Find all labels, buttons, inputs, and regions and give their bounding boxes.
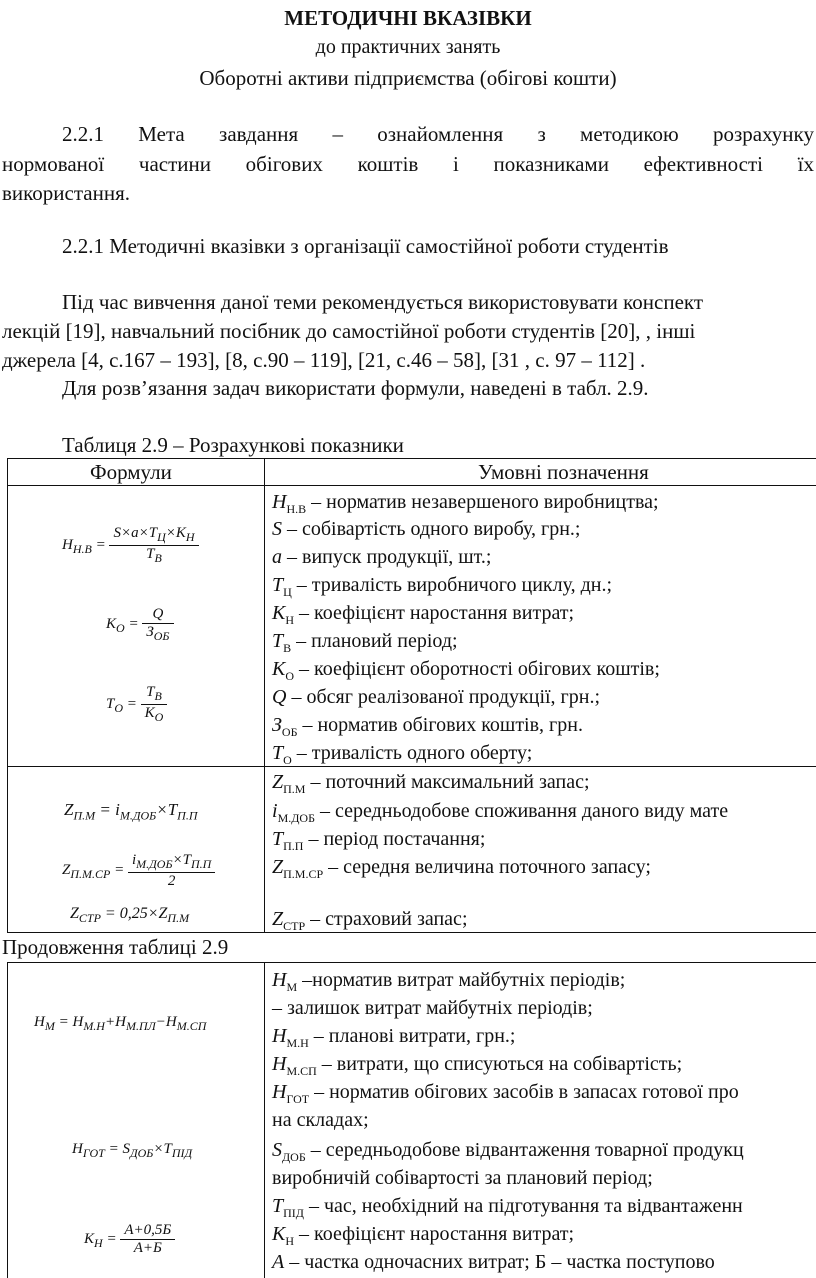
- definition-symbol-subscript: ПІД: [283, 1206, 304, 1220]
- table2-left-border: [7, 962, 8, 1278]
- definition-symbol: T: [272, 828, 284, 850]
- word: нормованої: [2, 152, 105, 176]
- definition-text: – випуск продукції, шт.;: [282, 546, 492, 568]
- definition-symbol: S: [272, 518, 282, 540]
- definition-symbol: T: [272, 1195, 284, 1217]
- definition-item: [272, 907, 468, 938]
- definition-item: [272, 827, 485, 858]
- definition-item: [272, 517, 580, 541]
- word: з: [537, 122, 546, 146]
- word: методикою: [580, 122, 679, 146]
- definition-symbol-subscript: П.М: [283, 782, 306, 796]
- formula-turnover-ratio: $K_О$ = $\frac{Q}{З_{ОБ}}$: [106, 606, 174, 644]
- document-topic: Оборотні активи підприємства (обігові кошти): [199, 66, 617, 90]
- table2-top-border: [7, 962, 816, 963]
- formula-average-stock: $Z_{П.М.СР}$ = $\frac{i_{М.ДОБ}\times T_{П.П}}{2}$: [62, 852, 215, 890]
- definition-text: – час, необхідний на підготування та відвантаженн: [303, 1195, 743, 1217]
- definition-symbol: K: [272, 1223, 286, 1245]
- word: частини: [138, 152, 212, 176]
- word: завдання: [219, 122, 299, 146]
- definition-symbol: Q: [272, 686, 287, 708]
- word: –: [332, 122, 343, 146]
- word: 2.2.1: [62, 122, 104, 146]
- definition-item: [272, 1080, 739, 1111]
- definition-text: – витрати, що списуються на собівартість;: [316, 1053, 683, 1075]
- definition-item: [272, 629, 458, 660]
- definition-text: – частка одночасних витрат; Б – частка поступово: [284, 1251, 715, 1273]
- definition-text: – коефіцієнт наростання витрат;: [294, 602, 575, 624]
- definition-symbol: H: [272, 1053, 287, 1075]
- definition-item: [272, 1250, 715, 1274]
- definition-symbol: H: [272, 491, 287, 513]
- definition-symbol: Z: [272, 771, 284, 793]
- column-header-symbols: Умовні позначення: [478, 460, 649, 484]
- definition-symbol-subscript: ДОБ: [282, 1150, 306, 1164]
- definition-text: – середня величина поточного запасу;: [323, 856, 651, 878]
- definition-text: – залишок витрат майбутніх періодів;: [272, 997, 593, 1019]
- definition-symbol: H: [272, 1081, 287, 1103]
- definition-symbol: a: [272, 546, 282, 568]
- definition-symbol-subscript: М: [286, 980, 298, 994]
- word: показниками: [493, 152, 609, 176]
- formula-future-expenses: $H_М = H_{М.Н}+H_{М.ПЛ}-H_{М.СП}$: [34, 1014, 207, 1033]
- definition-symbol: З: [272, 714, 282, 736]
- definition-symbol-subscript: ГОТ: [286, 1092, 310, 1106]
- word: розрахунку: [712, 122, 814, 146]
- definition-text: – страховий запас;: [305, 908, 468, 930]
- definition-text: – період постачання;: [303, 828, 486, 850]
- definition-text: – середньодобове відвантаження товарної продукц: [305, 1139, 744, 1161]
- definition-item: [272, 1138, 744, 1169]
- definition-symbol: K: [272, 602, 286, 624]
- formula-cost-growth: $K_Н$ = $\frac{A+0,5Б}{A+Б}$: [84, 1222, 175, 1257]
- definition-symbol: H: [272, 969, 287, 991]
- word: Мета: [138, 122, 185, 146]
- definition-symbol: S: [272, 1139, 282, 1161]
- definition-symbol-subscript: В: [283, 641, 292, 655]
- definition-item: [272, 968, 625, 999]
- word: коштів: [357, 152, 419, 176]
- definition-item: [272, 1194, 743, 1225]
- table-top-border: [7, 458, 816, 459]
- table-caption: Таблиця 2.9 – Розрахункові показники: [62, 433, 404, 457]
- document-title: МЕТОДИЧНІ ВКАЗІВКИ: [284, 6, 532, 30]
- definition-item: [272, 1108, 369, 1132]
- study-line-2: лекцій [19], навчальний посібник до самостійної роботи студентів [20], , інші: [2, 319, 696, 343]
- goal-line-3: використання.: [2, 181, 130, 205]
- definition-symbol-subscript: Н: [285, 613, 295, 627]
- definition-text: – коефіцієнт наростання витрат;: [294, 1223, 575, 1245]
- word: їх: [797, 152, 814, 176]
- definition-item: [272, 713, 583, 744]
- definition-text: – планові витрати, грн.;: [308, 1025, 516, 1047]
- study-line-1: Під час вивчення даної теми рекомендується використовувати конспект: [62, 290, 704, 314]
- goal-line-2: [2, 151, 814, 177]
- definition-text: – норматив незавершеного виробництва;: [306, 491, 659, 513]
- formula-safety-stock: $Z_{СТР} = 0,25\times Z_{П.М}$: [70, 905, 190, 926]
- definition-symbol: T: [272, 630, 284, 652]
- definition-item: [272, 770, 590, 801]
- word: ефективності: [643, 152, 763, 176]
- definition-text: – норматив обігових коштів, грн.: [297, 714, 583, 736]
- definition-symbol-subscript: П.М.СР: [283, 867, 324, 881]
- definition-item: [272, 996, 593, 1020]
- definition-item: [272, 855, 651, 886]
- definition-symbol-subscript: М.Н: [286, 1036, 309, 1050]
- definition-symbol-subscript: О: [283, 753, 292, 767]
- formula-current-max-stock: $Z_{П.М} = i_{М.ДОБ}\times T_{П.П}$: [64, 800, 198, 823]
- definition-symbol-subscript: Н.В: [286, 502, 307, 516]
- table2-column-divider: [264, 962, 265, 1278]
- definition-symbol: Z: [272, 908, 284, 930]
- definition-text: на складах;: [272, 1109, 369, 1131]
- formula-finished-goods: $H_{ГОТ} = S_{ДОБ}\times T_{ПІД}$: [72, 1141, 193, 1160]
- definition-item: [272, 601, 574, 632]
- definition-text: – плановий період;: [291, 630, 458, 652]
- word: ознайомлення: [377, 122, 504, 146]
- column-header-formulas: Формули: [90, 460, 172, 484]
- definition-symbol: T: [272, 574, 284, 596]
- definition-text: – обсяг реалізованої продукції, грн.;: [286, 686, 601, 708]
- definition-symbol: T: [272, 742, 284, 764]
- formula-work-in-progress: $H_{Н.В}$ = $\frac{S\times a\times T_Ц\times K_Н}{T_В}$: [62, 525, 199, 566]
- table-column-divider: [264, 458, 265, 933]
- word: обігових: [245, 152, 323, 176]
- definition-text: –норматив витрат майбутніх періодів;: [297, 969, 626, 991]
- definition-item: [272, 545, 491, 569]
- definition-symbol-subscript: Ц: [283, 585, 292, 599]
- definition-symbol-subscript: М.СП: [286, 1064, 317, 1078]
- definition-text: – коефіцієнт оборотності обігових коштів;: [294, 658, 660, 680]
- definition-item: [272, 573, 612, 604]
- table-header-border: [7, 485, 816, 486]
- definition-text: – собівартість одного виробу, грн.;: [282, 518, 581, 540]
- definition-text: – тривалість виробничого циклу, дн.;: [291, 574, 613, 596]
- definition-text: – середньодобове споживання даного виду мате: [314, 800, 729, 822]
- definition-symbol: H: [272, 1025, 287, 1047]
- definition-symbol-subscript: ОБ: [281, 725, 298, 739]
- table-left-border: [7, 458, 8, 933]
- definition-symbol-subscript: О: [285, 669, 295, 683]
- definition-symbol-subscript: П.П: [283, 839, 304, 853]
- study-line-4: Для розв’язання задач використати формули, наведені в табл. 2.9.: [62, 376, 649, 400]
- formula-turnover-duration: $T_О$ = $\frac{T_В}{K_О}$: [106, 684, 167, 725]
- definition-text: – поточний максимальний запас;: [305, 771, 590, 793]
- definition-item: [272, 741, 532, 772]
- definition-item: [272, 1052, 682, 1083]
- document-subtitle: до практичних занять: [315, 36, 501, 58]
- definition-text: – тривалість одного оберту;: [291, 742, 533, 764]
- definition-text: виробничій собівартості за плановий період;: [272, 1167, 653, 1189]
- definition-text: – норматив обігових засобів в запасах готової про: [309, 1081, 739, 1103]
- definition-symbol-subscript: М.ДОБ: [277, 811, 315, 825]
- definition-item: [272, 1166, 653, 1190]
- table-continuation-caption: Продовження таблиці 2.9: [2, 935, 229, 959]
- definition-symbol: i: [272, 800, 278, 822]
- definition-item: [272, 1222, 574, 1253]
- method-heading: 2.2.1 Методичні вказівки з організації самостійної роботи студентів: [62, 234, 669, 258]
- definition-item: [272, 1024, 515, 1055]
- definition-item: [272, 799, 728, 830]
- definition-symbol: A: [272, 1251, 285, 1273]
- definition-symbol: Z: [272, 856, 284, 878]
- definition-item: [272, 657, 660, 688]
- goal-line-1: [62, 121, 814, 147]
- definition-symbol-subscript: Н: [285, 1234, 295, 1248]
- word: і: [452, 152, 459, 176]
- definition-symbol: K: [272, 658, 286, 680]
- study-line-3: джерела [4, с.167 – 193], [8, с.90 – 119], [21, с.46 – 58], [31 , с. 97 – 112] .: [2, 348, 646, 372]
- definition-symbol-subscript: СТР: [283, 919, 306, 933]
- definition-item: [272, 685, 600, 709]
